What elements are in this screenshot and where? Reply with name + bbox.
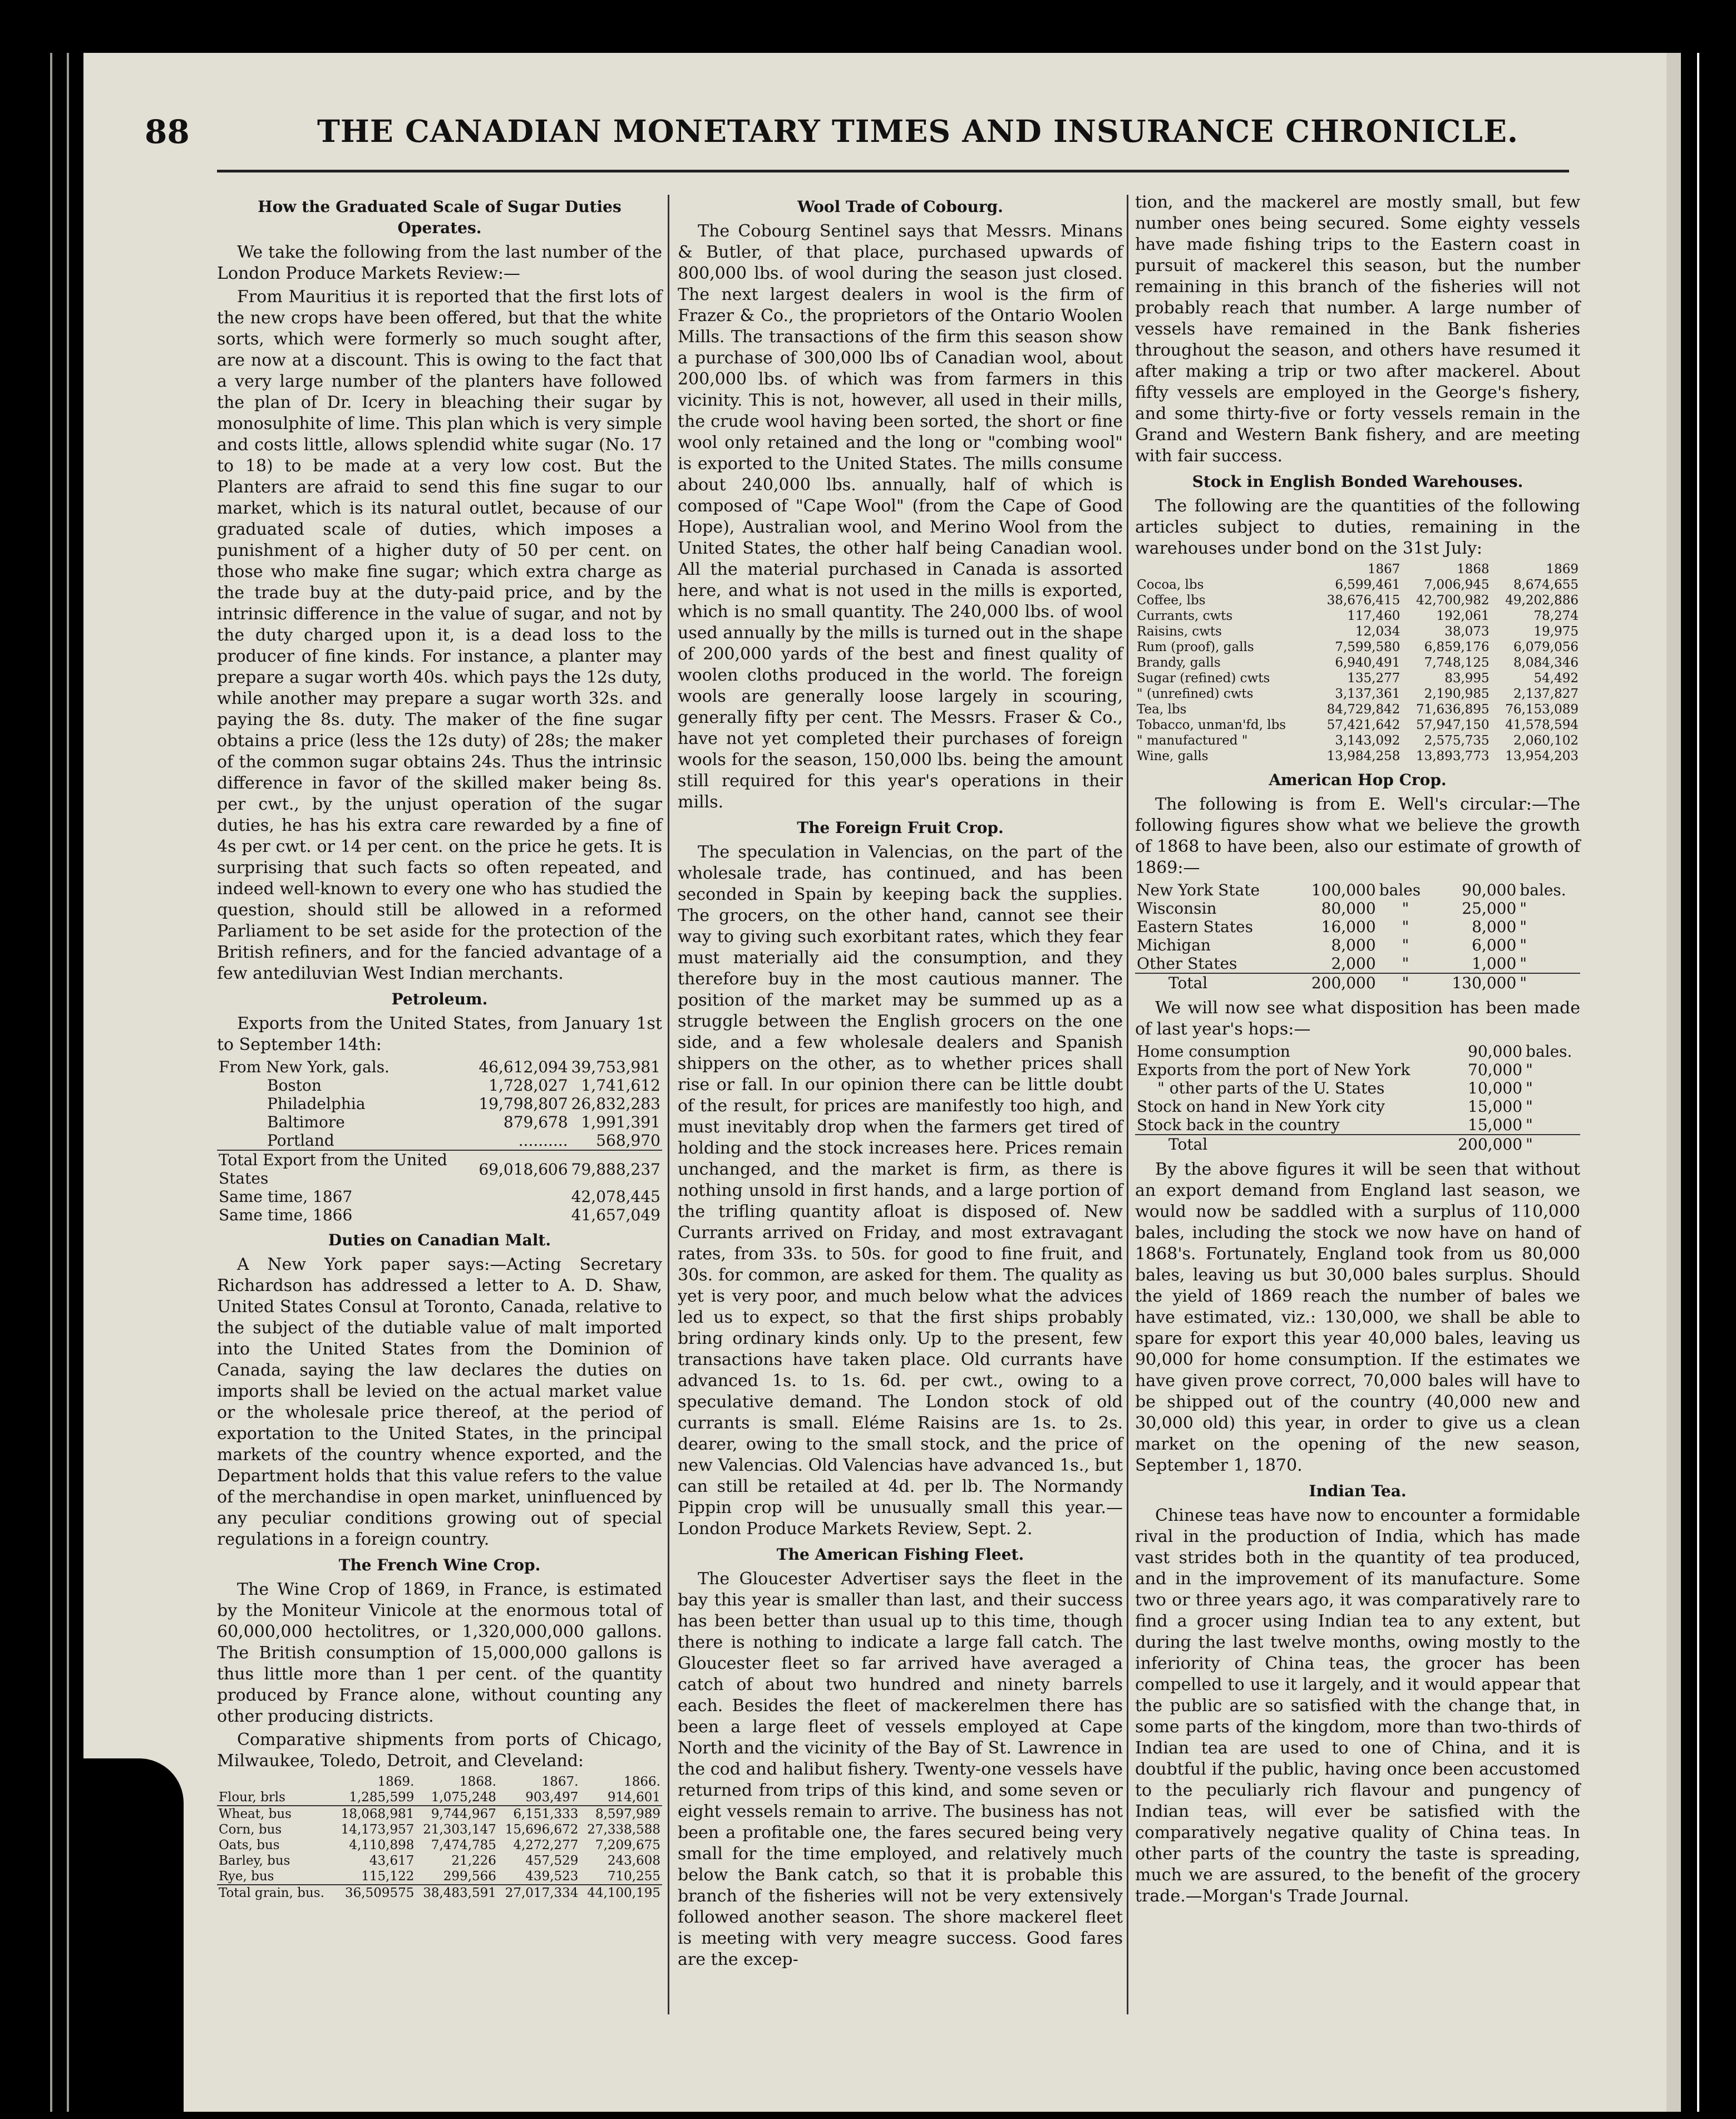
table-cell: Brandy, galls <box>1137 656 1221 670</box>
table-row <box>1135 671 1580 686</box>
table-cell: 6,940,491 <box>1335 656 1400 670</box>
table-cell: 14,173,957 <box>341 1822 415 1837</box>
article-paragraph: We will now see what disposition has been made of last year's hops:— <box>1135 998 1580 1039</box>
table-cell: 69,018,606 <box>479 1160 568 1179</box>
table-cell: 200,000 <box>1311 974 1376 992</box>
table-cell: " <box>1402 918 1409 936</box>
column-1 <box>217 192 662 1906</box>
table-cell: 3,143,092 <box>1335 733 1400 748</box>
table-cell: 79,888,237 <box>571 1160 660 1179</box>
table-cell: 568,970 <box>596 1131 660 1150</box>
table-row <box>1135 1061 1580 1079</box>
article-paragraph: The Gloucester Advertiser says the fleet in the bay this year is smaller than last, and their success has been better than usual up to this time, though there is nothing to indicate a large fall catch. The Gloucester fleet so far arrived have averaged a catch of about two hundred and ninety barrels each. Besides the fleet of mackerelmen there has been a large fleet of vessels employed at Cape North and the vicinity of the Bay of St. Lawrence in the cod and halibut fishery. Twenty-one vessels have returned from trips of this kind, and some seven or eight vessels remain to arrive. The business has not been a profitable one, the fares secured being very small for the time employed, and relatively much below the Bank catch, so that it is probable this branch of the fisheries will not be very extensively followed another season. The shore mackerel fleet is meeting with very meagre success. Good fares are the excep- <box>678 1569 1123 1969</box>
table-cell: New York State <box>1137 881 1260 899</box>
table-cell: 25,000 <box>1462 899 1517 918</box>
table-cell: 1869 <box>1546 562 1579 576</box>
table-row <box>1135 624 1580 639</box>
table-cell: 1,728,027 <box>489 1076 568 1095</box>
table-cell: 1868 <box>1457 562 1490 576</box>
table-cell: 135,277 <box>1347 671 1400 686</box>
table-cell: " other parts of the U. States <box>1157 1079 1385 1097</box>
bonded-warehouse-table <box>1135 561 1580 764</box>
table-row <box>1135 936 1580 954</box>
table-cell: 115,122 <box>361 1869 415 1884</box>
table-cell: Other States <box>1137 954 1237 973</box>
table-cell: 76,153,089 <box>1505 702 1579 717</box>
table-cell: 42,700,982 <box>1416 593 1490 608</box>
table-cell: 19,975 <box>1533 624 1579 639</box>
table-cell: 243,608 <box>607 1854 660 1868</box>
table-cell: 8,084,346 <box>1513 656 1579 670</box>
table-row <box>1135 954 1580 973</box>
table-row <box>1135 748 1580 764</box>
page-edge-line <box>50 53 52 2112</box>
table-cell: 18,068,981 <box>341 1807 415 1821</box>
table-cell: Wisconsin <box>1137 899 1217 918</box>
article-heading: American Hop Crop. <box>1269 771 1447 789</box>
table-cell <box>477 1206 569 1224</box>
table-row <box>1135 918 1580 936</box>
table-cell: 21,303,147 <box>423 1822 496 1837</box>
table-cell: 4,110,898 <box>349 1838 415 1852</box>
table-cell: 1867. <box>541 1775 579 1789</box>
table-cell: Eastern States <box>1137 918 1253 936</box>
table-cell: 1869. <box>377 1775 415 1789</box>
table-cell: 10,000 <box>1468 1079 1523 1097</box>
page-edge-line <box>1697 53 1699 2112</box>
table-cell: 78,274 <box>1533 609 1579 623</box>
table-cell: 16,000 <box>1321 918 1376 936</box>
table-cell: Total <box>1168 974 1208 992</box>
article-heading: The American Fishing Fleet. <box>776 1545 1024 1564</box>
table-cell: 1,285,599 <box>349 1790 415 1805</box>
table-cell: Boston <box>267 1076 322 1095</box>
table-cell: " <box>1526 1061 1533 1079</box>
table-cell: bales. <box>1526 1042 1572 1061</box>
table-cell: 19,798,807 <box>479 1095 568 1113</box>
table-cell: 1,741,612 <box>581 1076 660 1095</box>
table-cell: 57,421,642 <box>1326 718 1400 732</box>
table-cell <box>217 1774 334 1790</box>
table-row <box>1135 881 1580 899</box>
table-cell: Oats, bus <box>219 1838 280 1852</box>
table-cell: Sugar (refined) cwts <box>1137 671 1270 686</box>
article-paragraph: By the above figures it will be seen that without an export demand from England last season, we would now be saddled with a surplus of 110,000 bales, including the stock we now have on hand of 1868's. Fortunately, England took from us 80,000 bales, leaving us but 30,000 bales surplus. Should the yield of 1869 reach the number of bales we have estimated, viz.: 130,000, we shall be able to spare for export this year 40,000 bales, leaving us 90,000 for home consumption. If the estimates we have given prove correct, 70,000 bales will have to be shipped out of the country (40,000 new and 30,000 old) this year, in order to give us a clean market on the opening of the new season, September 1, 1870. <box>1135 1160 1580 1475</box>
table-cell: 7,748,125 <box>1424 656 1490 670</box>
page-number: 88 <box>145 113 190 151</box>
table-cell: " <box>1402 936 1409 954</box>
table-cell: bales <box>1379 881 1421 899</box>
table-cell: 100,000 <box>1311 881 1376 899</box>
table-cell: 71,636,895 <box>1416 702 1490 717</box>
table-cell: 15,000 <box>1468 1116 1523 1134</box>
table-cell: Stock on hand in New York city <box>1137 1097 1385 1116</box>
table-row <box>1135 1079 1580 1097</box>
table-cell: Rum (proof), galls <box>1137 640 1254 654</box>
article-heading: Stock in English Bonded Warehouses. <box>1192 472 1523 491</box>
table-row <box>1135 1042 1580 1061</box>
article-paragraph: Chinese teas have now to encounter a formidable rival in the production of India, which has made vast strides both in the quantity of tea produced, and in the improvement of its manufacture. Some two or three years ago, it was comparatively rare to find a grocer using Indian tea to any extent, but during the last twelve months, owing mostly to the inferiority of China teas, the grocer has been compelled to use it largely, and it would appear that the public are so satisfied with the change that, in some parts of the kingdom, more than two-thirds of Indian tea are used to one of China, and it is doubtful if the public, having once been accustomed to the peculiarly rich flavour and pungency of Indian teas, will ever be satisfied with the comparatively negative quality of China teas. In other parts of the country the taste is spreading, much we are assured, to the benefit of the grocery trade.—Morgan's Trade Journal. <box>1135 1506 1580 1906</box>
table-cell: 2,137,827 <box>1513 687 1579 701</box>
table-cell: 903,497 <box>525 1790 579 1805</box>
table-cell: 41,578,594 <box>1505 718 1579 732</box>
table-cell: 83,995 <box>1444 671 1490 686</box>
article-heading: How the Graduated Scale of Sugar Duties Operates. <box>258 198 622 237</box>
table-row <box>1135 1097 1580 1116</box>
table-cell: 38,483,591 <box>423 1886 496 1900</box>
table-cell: 3,137,361 <box>1335 687 1400 701</box>
table-cell: 13,893,773 <box>1416 749 1490 763</box>
table-cell: 6,599,461 <box>1335 578 1400 592</box>
table-cell: 41,657,049 <box>571 1206 660 1224</box>
table-cell: 70,000 <box>1468 1061 1523 1079</box>
article-heading: The French Wine Crop. <box>338 1556 541 1574</box>
table-cell: Tobacco, unman'fd, lbs <box>1137 718 1286 732</box>
article-paragraph: We take the following from the last number of the London Produce Markets Review:— <box>217 243 662 283</box>
table-cell: 12,034 <box>1355 624 1400 639</box>
table-cell: 1866. <box>624 1775 660 1789</box>
table-row <box>217 1206 662 1224</box>
table-cell: " <box>1526 1079 1533 1097</box>
table-cell: 15,000 <box>1468 1097 1523 1116</box>
table-row <box>217 1837 662 1853</box>
table-cell: 2,000 <box>1331 954 1376 973</box>
table-cell: Same time, 1866 <box>219 1206 353 1224</box>
table-row <box>217 1095 662 1113</box>
table-row <box>217 1131 662 1150</box>
table-cell: Barley, bus <box>219 1854 290 1868</box>
table-cell: " <box>1520 936 1527 954</box>
article-paragraph: Comparative shipments from ports of Chicago, Milwaukee, Toledo, Detroit, and Cleveland: <box>217 1730 662 1771</box>
table-row <box>217 1822 662 1837</box>
table-cell: 27,017,334 <box>505 1886 579 1900</box>
table-row <box>1135 973 1580 992</box>
table-row <box>217 1187 662 1206</box>
table-cell: " <box>1402 974 1409 992</box>
article-paragraph: The following are the quantities of the following articles subject to duties, remaining in the warehouses under bond on the 31st July: <box>1135 496 1580 558</box>
table-cell: 80,000 <box>1321 899 1376 918</box>
table-row <box>217 1853 662 1869</box>
table-row <box>1135 608 1580 624</box>
table-cell: Wine, galls <box>1137 749 1209 763</box>
table-cell: 7,474,785 <box>431 1838 496 1852</box>
table-cell <box>1135 561 1313 577</box>
table-cell: 39,753,981 <box>571 1058 660 1076</box>
article-heading: The Foreign Fruit Crop. <box>797 819 1004 837</box>
table-cell: 1868. <box>460 1775 496 1789</box>
article-paragraph: The following is from E. Well's circular:—The following figures show what we believe the growth of 1868 to have been, also our estimate of growth of 1869:— <box>1135 795 1580 878</box>
table-cell: 6,151,333 <box>513 1807 579 1821</box>
table-cell: 2,575,735 <box>1424 733 1490 748</box>
article-paragraph: Exports from the United States, from January 1st to September 14th: <box>217 1014 662 1054</box>
article-paragraph: The Cobourg Sentinel says that Messrs. Minans & Butler, of that place, purchased upwards of 800,000 lbs. of wool during the season just closed. The next largest dealers in wool is the firm of Frazer & Co., the proprietors of the Ontario Woolen Mills. The transactions of the firm this season show a purchase of 300,000 lbs of Canadian wool, about 200,000 lbs. of which was from farmers in this vicinity. This is not, however, all used in their mills, the crude wool having been sorted, the short or fine wool only retained and the long or "combing wool" is exported to the United States. The mills consume about 240,000 lbs. annually, half of which is composed of "Cape Wool" (from the Cape of Good Hope), Australian wool, and Merino Wool from the United States, the other half being Canadian wool. All the material purchased in Canada is assorted here, and what is not used in the mills is exported, which is no small quantity. The 240,000 lbs. of wool used annually by the mills is turned out in the shape of 200,000 yards of the best and finest quality of woolen cloths produced in the world. The foreign wools are generally loose largely in scouring, generally fifty per cent. The Messrs. Fraser & Co., have not yet completed their purchases of foreign wools for the season, 150,000 lbs. being the amount still required for this year's operations in their mills. <box>678 221 1123 812</box>
table-cell: 8,597,989 <box>595 1807 660 1821</box>
table-row <box>1135 1116 1580 1135</box>
column-3 <box>1135 192 1580 1909</box>
table-cell: 54,492 <box>1533 671 1579 686</box>
table-cell: Total grain, bus. <box>219 1886 324 1900</box>
table-cell: Michigan <box>1137 936 1211 954</box>
table-cell: 8,674,655 <box>1513 578 1579 592</box>
table-cell: Exports from the port of New York <box>1137 1061 1410 1079</box>
table-row <box>217 1869 662 1885</box>
table-cell: Flour, brls <box>219 1790 285 1805</box>
table-cell: 84,729,842 <box>1326 702 1400 717</box>
table-row <box>217 1076 662 1095</box>
article-paragraph: The speculation in Valencias, on the part of the wholesale trade, has continued, and has been seconded in Spain by keeping back the supplies. The grocers, on the other hand, cannot see their way to giving such exorbitant rates, which they fear must materially aid the consumption, and they therefore buy in the most cautious manner. The position of the market may be summed up as a struggle between the English grocers on the one side, and a few wholesale dealers and Spanish shippers on the other, as to whether prices shall rise or fall. In our opinion there can be little doubt of the result, for prices are manifestly too high, and must inevitably drop when the farmers get tired of holding and the stock increases here. Prices remain unchanged, and the market is firm, as there is nothing unsold in first hands, and a large portion of the trifling quantity afloat is disposed of. New Currants arrived on Friday, and most extravagant rates, from 33s. to 50s. for good to fine fruit, and 30s. for common, are asked for them. The quality as yet is very poor, and much below what the advices led us to expect, so that the first ships probably bring ordinary kinds only. Up to the present, few transactions have taken place. Old currants have advanced 1s. to 1s. 6d. per cwt., owing to a speculative demand. The London stock of old currants is small. Eléme Raisins are 1s. to 2s. dearer, owing to the small stock, and the price of new Valencias. Old Valencias have advanced 1s., but can still be retailed at 4d. per lb. The Normandy Pippin crop will be unusually small this year.—London Produce Markets Review, Sept. 2. <box>678 842 1123 1539</box>
table-cell: 36,509575 <box>345 1886 415 1900</box>
table-cell: 457,529 <box>525 1854 579 1868</box>
table-cell: 710,255 <box>607 1869 660 1884</box>
table-row <box>1135 686 1580 702</box>
table-cell: " <box>1520 899 1527 918</box>
table-cell: Wheat, bus <box>219 1807 292 1821</box>
table-header-row <box>1135 561 1580 577</box>
table-cell: 9,744,967 <box>431 1807 496 1821</box>
table-cell: Total <box>1168 1135 1208 1154</box>
table-cell: " <box>1526 1097 1533 1116</box>
hop-growth-table <box>1135 881 1580 992</box>
publication-title: THE CANADIAN MONETARY TIMES AND INSURANCE CHRONICLE. <box>317 113 1519 149</box>
table-row <box>217 1058 662 1076</box>
table-cell: 13,954,203 <box>1505 749 1579 763</box>
table-cell: 130,000 <box>1452 974 1517 992</box>
table-cell: 914,601 <box>607 1790 660 1805</box>
article-heading: Indian Tea. <box>1309 1482 1407 1500</box>
table-cell: Portland <box>267 1131 334 1150</box>
table-cell: 2,190,985 <box>1424 687 1490 701</box>
table-cell: 7,599,580 <box>1335 640 1400 654</box>
table-cell: 1,000 <box>1472 954 1517 973</box>
table-row <box>1135 899 1580 918</box>
grain-shipments-table <box>217 1774 662 1901</box>
table-row <box>1135 593 1580 608</box>
article-paragraph: The Wine Crop of 1869, in France, is estimated by the Moniteur Vinicole at the enormous total of 60,000,000 hectolitres, or 1,320,000,000 gallons. The British consumption of 15,000,000 gallons is thus little more than 1 per cent. of the quantity produced by France alone, without counting any other producing districts. <box>217 1580 662 1726</box>
table-row <box>1135 655 1580 671</box>
table-row <box>1135 1135 1580 1154</box>
table-cell: 4,272,277 <box>513 1838 579 1852</box>
table-row <box>1135 717 1580 733</box>
table-cell: 439,523 <box>525 1869 579 1884</box>
table-row <box>1135 733 1580 748</box>
article-heading: Duties on Canadian Malt. <box>328 1231 551 1249</box>
table-cell: " <box>1402 954 1409 973</box>
table-cell: 49,202,886 <box>1505 593 1579 608</box>
article-heading: Wool Trade of Cobourg. <box>797 198 1003 216</box>
table-cell: 8,000 <box>1472 918 1517 936</box>
table-cell: 200,000 <box>1458 1135 1523 1154</box>
table-cell: 46,612,094 <box>479 1058 568 1076</box>
table-cell: 8,000 <box>1331 936 1376 954</box>
page-header <box>128 109 1586 161</box>
table-cell: 6,079,056 <box>1513 640 1579 654</box>
table-cell: 26,832,283 <box>571 1095 660 1113</box>
table-header-row <box>217 1774 662 1790</box>
table-cell: 57,947,150 <box>1416 718 1490 732</box>
table-cell: " <box>1402 899 1409 918</box>
table-row <box>1135 702 1580 717</box>
table-cell: " <box>1520 954 1527 973</box>
table-cell: 192,061 <box>1436 609 1490 623</box>
table-cell: 44,100,195 <box>587 1886 660 1900</box>
table-cell: 38,676,415 <box>1326 593 1400 608</box>
table-cell: " (unrefined) cwts <box>1137 687 1254 701</box>
table-cell: " <box>1526 1135 1533 1154</box>
table-cell: From New York, gals. <box>219 1058 389 1076</box>
table-cell: Baltimore <box>267 1113 345 1131</box>
table-cell: Total Export from the United States <box>219 1151 447 1187</box>
table-row <box>217 1113 662 1131</box>
table-row <box>217 1790 662 1806</box>
table-cell: Raisins, cwts <box>1137 624 1222 639</box>
table-row <box>217 1150 662 1187</box>
table-cell: 43,617 <box>369 1854 415 1868</box>
table-cell: 299,566 <box>443 1869 496 1884</box>
hop-disposition-table <box>1135 1042 1580 1154</box>
scan-shadow <box>83 1758 184 2119</box>
table-cell: 90,000 <box>1462 881 1517 899</box>
table-cell: " <box>1526 1116 1533 1134</box>
table-cell: 15,696,672 <box>505 1822 579 1837</box>
table-cell: " <box>1520 918 1527 936</box>
column-rule <box>1127 195 1128 2014</box>
table-cell: 7,209,675 <box>595 1838 660 1852</box>
table-cell: 27,338,588 <box>587 1822 660 1837</box>
table-cell: Stock back in the country <box>1137 1116 1340 1134</box>
table-cell: " manufactured " <box>1137 733 1248 748</box>
table-cell: 1,075,248 <box>431 1790 496 1805</box>
table-cell: Philadelphia <box>267 1095 366 1113</box>
table-cell: 7,006,945 <box>1424 578 1490 592</box>
table-cell: 21,226 <box>451 1854 496 1868</box>
table-cell: Tea, lbs <box>1137 702 1187 717</box>
table-cell: Same time, 1867 <box>219 1187 353 1206</box>
table-cell: bales. <box>1520 881 1566 899</box>
table-cell: 38,073 <box>1444 624 1490 639</box>
table-cell: Home consumption <box>1137 1042 1290 1061</box>
article-paragraph: tion, and the mackerel are mostly small, but few number ones being secured. Some eighty vessels have made fishing trips to the Eastern coast in pursuit of mackerel this season, but the number remaining in this branch of the fisheries will not probably reach that number. A large number of vessels have remained in the Bank fisheries throughout the season, and others have resumed it after making a trip or two after mackerel. About fifty vessels are employed in the George's fishery, and some thirty-five or forty vessels remain in the Grand and Western Bank fishery, and are meeting with fair success. <box>1135 193 1580 466</box>
table-row <box>1135 577 1580 593</box>
table-row <box>1135 639 1580 655</box>
table-cell: Currants, cwts <box>1137 609 1233 623</box>
table-cell: 90,000 <box>1468 1042 1523 1061</box>
article-paragraph: From Mauritius it is reported that the first lots of the new crops have been offered, but that the white sorts, which were formerly so much sought after, are now at a discount. This is owing to the fact that a very large number of the planters have followed the plan of Dr. Icery in bleaching their sugar by monosulphite of lime. This plan which is very simple and costs little, allows splendid white sugar (No. 17 to 18) to be made at a very low cost. But the Planters are afraid to send this fine sugar to our market, which is its natural outlet, because of our graduated scale of duties, which imposes a punishment of a higher duty of 50 per cent. on those who make fine sugar; which extra charge as the trade buy at the duty-paid price, and by the intrinsic difference in the value of sugar, and not by the duty charged upon it, is a dead loss to the producer of fine kinds. For instance, a planter may prepare a sugar worth 40s. which pays the 12s duty, while another may prepare a sugar worth 32s. and paying the 8s. duty. The maker of the fine sugar obtains a price (less the 12s duty) of 28s; the maker of the common sugar obtains 24s. Thus the intrinsic difference in favor of the skilled maker being 8s. per cwt., by the unjust operation of the sugar duties, he has his extra care rewarded by a fine of 4s per cwt. or 14 per cent. on the price he gets. It is surprising that such facts so often repeated, and indeed well-known to every one who has studied the question, should still be allowed in a reformed Parliament to be set aside for the protection of the British refiners, and for the fancied advantage of a few antediluvian West Indian merchants. <box>217 287 662 983</box>
table-cell: Corn, bus <box>219 1822 282 1837</box>
page-edge-line <box>67 53 69 2112</box>
table-cell: 1,991,391 <box>581 1113 660 1131</box>
table-cell: 6,000 <box>1472 936 1517 954</box>
table-cell <box>477 1187 569 1206</box>
table-cell: 42,078,445 <box>571 1187 660 1206</box>
table-cell: Rye, bus <box>219 1869 274 1884</box>
table-row <box>217 1806 662 1822</box>
table-cell: " <box>1520 974 1527 992</box>
table-cell: 2,060,102 <box>1513 733 1579 748</box>
column-2 <box>678 192 1123 1973</box>
table-cell: 1867 <box>1367 562 1400 576</box>
table-row <box>217 1885 662 1901</box>
table-cell: 6,859,176 <box>1424 640 1490 654</box>
petroleum-exports-table <box>217 1058 662 1224</box>
table-cell: .......... <box>518 1131 568 1150</box>
column-rule <box>668 195 669 2014</box>
article-paragraph: A New York paper says:—Acting Secretary Richardson has addressed a letter to A. D. Shaw, United States Consul at Toronto, Canada, relative to the subject of the dutiable value of malt imported into the United States from the Dominion of Canada, saying the law declares the duties on imports shall be levied on the actual market value or the wholesale price thereof, at the period of exportation to the United States, in the principal markets of the country whence exported, and the Department holds that this value refers to the value of the merchandise in open market, uninfluenced by any peculiar conditions growing out of special regulations in a foreign country. <box>217 1255 662 1549</box>
table-cell: 13,984,258 <box>1326 749 1400 763</box>
table-cell: Cocoa, lbs <box>1137 578 1204 592</box>
table-cell: 879,678 <box>503 1113 568 1131</box>
table-cell: Coffee, lbs <box>1137 593 1206 608</box>
header-rule <box>217 170 1569 173</box>
table-cell: 117,460 <box>1347 609 1400 623</box>
article-heading: Petroleum. <box>391 990 488 1008</box>
